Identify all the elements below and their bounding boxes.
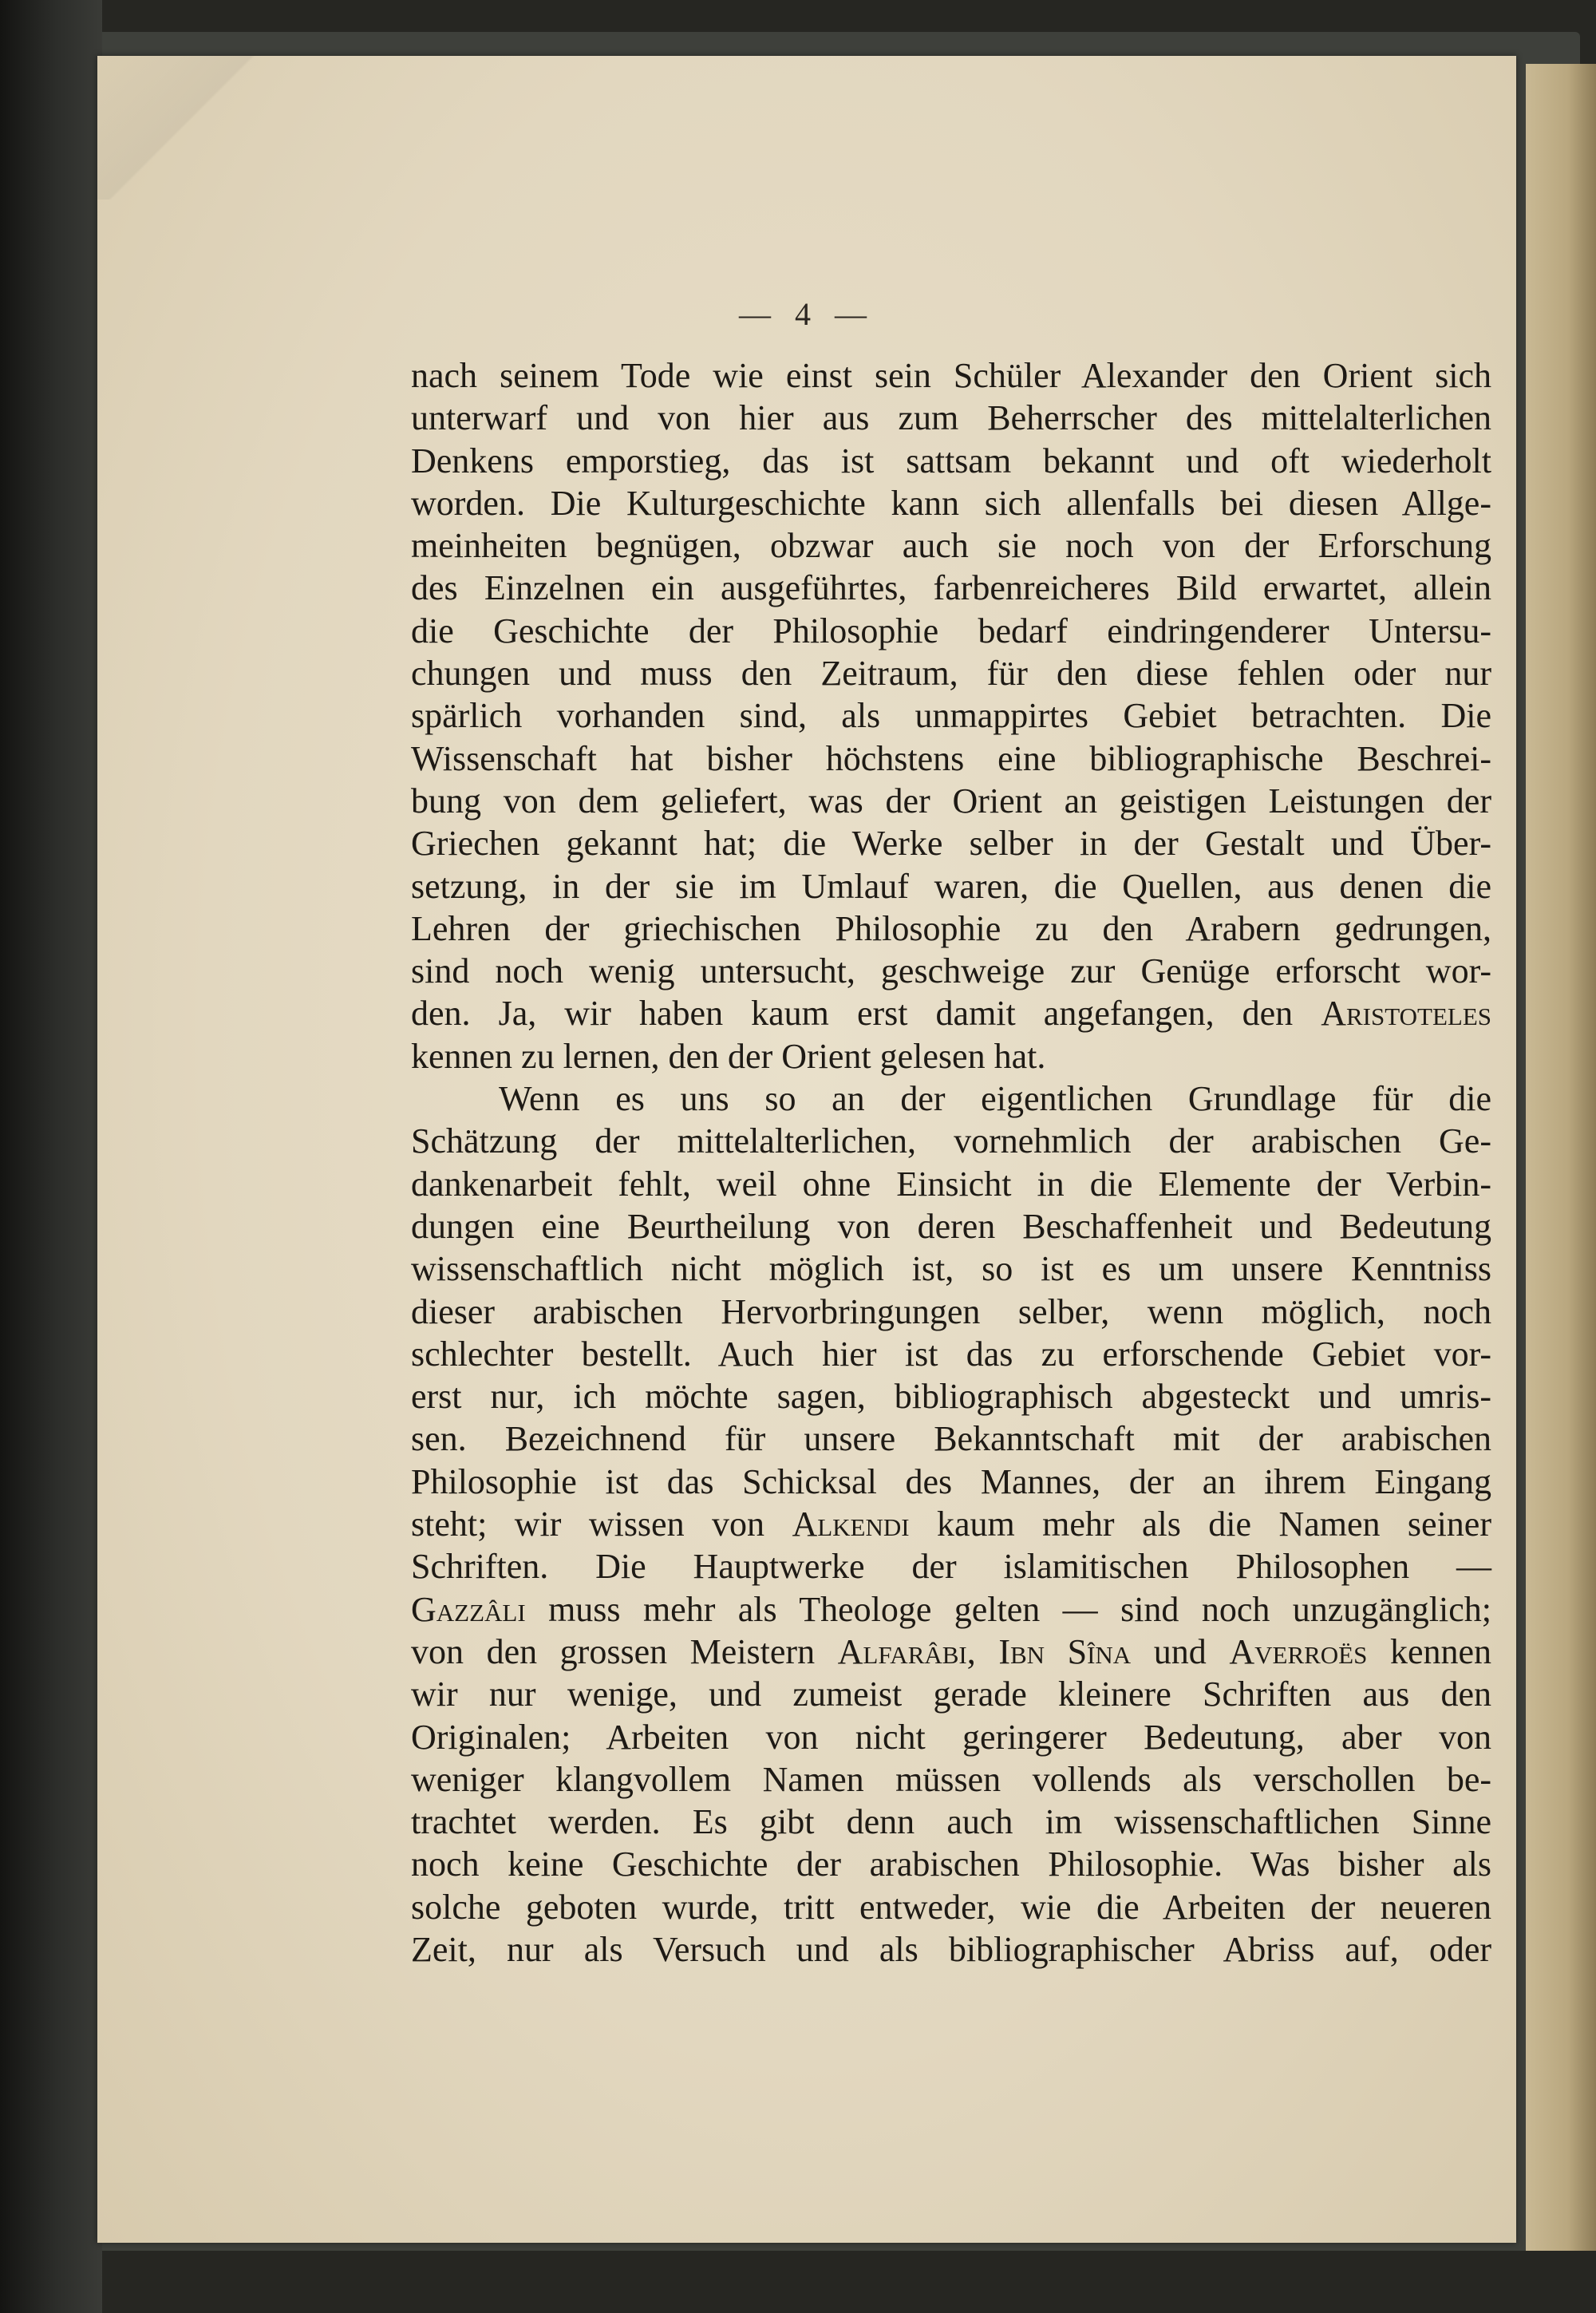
text-line: Schriften. Die Hauptwerke der islamitischen Philosophen — <box>411 1547 1491 1587</box>
text-fragment: , <box>966 1631 999 1671</box>
text-line <box>411 1588 1491 1631</box>
text-line: die Geschichte der Philosophie bedarf eindringenderer Untersu- <box>411 611 1491 650</box>
person-name: Alkendi <box>792 1504 910 1544</box>
text-line: Zeit, nur als Versuch und als bibliographischer Abriss auf, oder <box>411 1929 1491 1969</box>
text-line: Philosophie ist das Schicksal des Mannes, der an ihrem Eingang <box>411 1461 1491 1501</box>
text-line: Griechen gekannt hat; die Werke selber in der Gestalt und Über- <box>411 824 1491 864</box>
text-fragment: den. Ja, wir haben kaum erst damit angefangen, den <box>411 994 1321 1034</box>
text-line: sen. Bezeichnend für unsere Bekanntschaft mit der arabischen <box>411 1419 1491 1459</box>
person-name: Alfarâbi <box>837 1631 967 1671</box>
text-line: setzung, in der sie im Umlauf waren, die Quellen, aus denen die <box>411 866 1491 906</box>
text-line: erst nur, ich möchte sagen, bibliographisch abgesteckt und umris- <box>411 1377 1491 1417</box>
text-line: dankenarbeit fehlt, weil ohne Einsicht in die Elemente der Verbin- <box>411 1164 1491 1204</box>
text-line: trachtet werden. Es gibt denn auch im wissenschaftlichen Sinne <box>411 1802 1491 1842</box>
text-line: noch keine Geschichte der arabischen Philosophie. Was bisher als <box>411 1844 1491 1884</box>
book-page <box>97 56 1516 2243</box>
text-line: kennen zu lernen, den der Orient gelesen hat. <box>411 1036 1046 1076</box>
text-line: dieser arabischen Hervorbringungen selber, wenn möglich, noch <box>411 1291 1491 1331</box>
text-fragment: steht; wir wissen von <box>411 1504 792 1544</box>
text-line <box>411 992 1491 1034</box>
text-line <box>411 1503 1491 1545</box>
text-line: nach seinem Tode wie einst sein Schüler Alexander den Orient sich <box>411 356 1491 395</box>
person-name: Gazzâli <box>411 1589 526 1629</box>
text-line: Schätzung der mittelalterlichen, vornehmlich der arabischen Ge- <box>411 1121 1491 1161</box>
person-name: Averroës <box>1229 1631 1368 1671</box>
text-line: sind noch wenig untersucht, geschweige zur Genüge erforscht wor- <box>411 951 1491 991</box>
text-line: Lehren der griechischen Philosophie zu den Arabern gedrungen, <box>411 908 1491 948</box>
text-fragment: kaum mehr als die Namen seiner <box>909 1504 1491 1544</box>
person-name: Ibn Sîna <box>998 1631 1132 1671</box>
text-fragment: und <box>1131 1631 1230 1671</box>
text-line: Wissenschaft hat bisher höchstens eine bibliographische Beschrei- <box>411 738 1491 778</box>
text-line: des Einzelnen ein ausgeführtes, farbenreicheres Bild erwartet, allein <box>411 568 1491 608</box>
text-line: worden. Die Kulturgeschichte kann sich allenfalls bei diesen Allge- <box>411 483 1491 523</box>
next-page-edge <box>1526 64 1596 2251</box>
text-line: wissenschaftlich nicht möglich ist, so ist es um unsere Kenntniss <box>411 1249 1491 1289</box>
text-fragment: kennen <box>1367 1631 1492 1671</box>
text-line: chungen und muss den Zeitraum, für den diese fehlen oder nur <box>411 654 1491 694</box>
text-fragment: von den grossen Meistern <box>411 1631 838 1671</box>
book-spine <box>0 0 102 2313</box>
text-line: bung von dem geliefert, was der Orient an geistigen Leistungen der <box>411 781 1491 820</box>
text-line: Denkens emporstieg, das ist sattsam bekannt und oft wiederholt <box>411 441 1491 480</box>
paragraph-2 <box>411 1077 1491 1971</box>
text-line: Originalen; Arbeiten von nicht geringerer Bedeutung, aber von <box>411 1717 1491 1757</box>
text-line: Wenn es uns so an der eigentlichen Grundlage für die <box>499 1079 1491 1119</box>
text-line: weniger klangvollem Namen müssen vollends als verschollen be- <box>411 1759 1491 1799</box>
text-line: solche geboten wurde, tritt entweder, wie die Arbeiten der neueren <box>411 1887 1491 1927</box>
text-line <box>411 1631 1491 1673</box>
paragraph-1 <box>411 354 1491 1077</box>
person-name: Aristoteles <box>1321 994 1491 1034</box>
body-text <box>411 354 1491 1971</box>
text-line: dungen eine Beurtheilung von deren Beschaffenheit und Bedeutung <box>411 1206 1491 1246</box>
text-line: unterwarf und von hier aus zum Beherrscher des mittelalterlichen <box>411 398 1491 438</box>
page-number: — 4 — <box>739 296 875 332</box>
text-line: meinheiten begnügen, obzwar auch sie noch von der Erforschung <box>411 526 1491 566</box>
text-line: wir nur wenige, und zumeist gerade kleinere Schriften aus den <box>411 1674 1491 1714</box>
page-corner-fold <box>97 56 297 200</box>
text-line: spärlich vorhanden sind, als unmappirtes Gebiet betrachten. Die <box>411 696 1491 736</box>
text-fragment: muss mehr als Theologe gelten — sind noch unzugänglich; <box>525 1589 1491 1629</box>
text-line: schlechter bestellt. Auch hier ist das zu erforschende Gebiet vor- <box>411 1334 1491 1374</box>
